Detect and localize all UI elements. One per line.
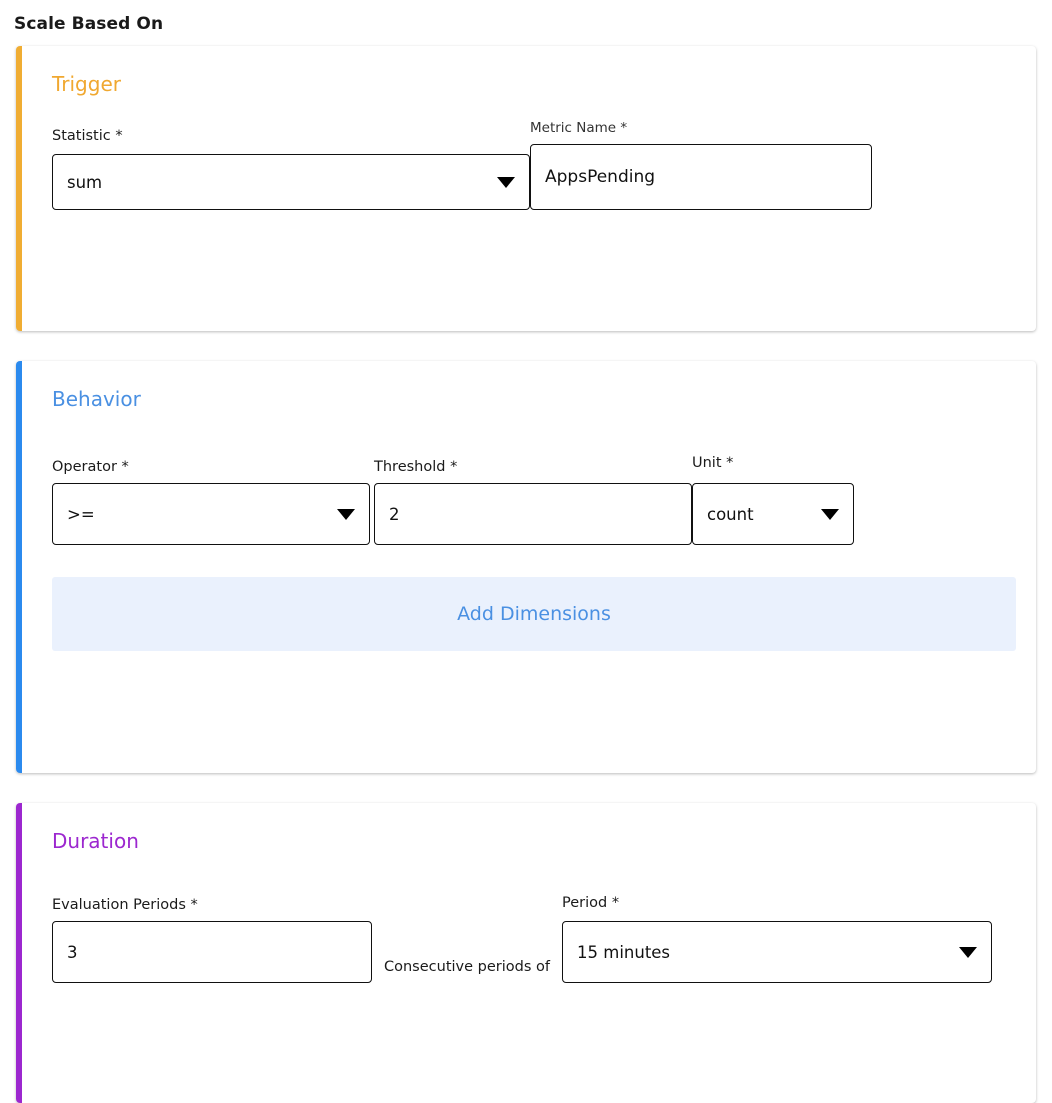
behavior-fields-row	[52, 455, 1016, 545]
unit-value: count	[707, 504, 754, 524]
operator-label: Operator *	[52, 459, 129, 475]
threshold-label: Threshold *	[374, 459, 458, 475]
statistic-select[interactable]	[52, 154, 530, 210]
threshold-field	[374, 459, 692, 545]
behavior-accent-bar	[16, 361, 22, 773]
chevron-down-icon[interactable]	[959, 947, 977, 958]
period-select[interactable]	[562, 921, 992, 983]
evaluation-periods-field	[52, 897, 372, 983]
trigger-accent-bar	[16, 46, 22, 331]
trigger-fields-row	[52, 120, 1016, 210]
unit-field	[692, 455, 854, 545]
duration-fields-row	[52, 895, 1016, 983]
behavior-card	[16, 361, 1036, 773]
threshold-input[interactable]	[374, 483, 692, 545]
statistic-value: sum	[67, 172, 103, 192]
trigger-card	[16, 46, 1036, 331]
metric-name-input[interactable]	[530, 144, 872, 210]
evaluation-periods-value: 3	[67, 942, 78, 962]
page-title: Scale Based On	[14, 14, 164, 34]
consecutive-periods-text: Consecutive periods of	[384, 959, 550, 976]
metric-name-label: Metric Name *	[530, 120, 628, 136]
duration-card	[16, 803, 1036, 1103]
add-dimensions-button[interactable]: Add Dimensions	[52, 577, 1016, 651]
chevron-down-icon[interactable]	[497, 177, 515, 188]
chevron-down-icon[interactable]	[337, 509, 355, 520]
chevron-down-icon[interactable]	[821, 509, 839, 520]
threshold-value: 2	[389, 504, 400, 524]
period-value: 15 minutes	[577, 942, 671, 962]
metric-name-value: AppsPending	[545, 167, 656, 187]
evaluation-periods-label: Evaluation Periods *	[52, 897, 198, 913]
operator-value: >=	[67, 504, 95, 524]
behavior-heading: Behavior	[52, 387, 141, 411]
duration-heading: Duration	[52, 829, 139, 853]
period-field	[562, 895, 992, 983]
evaluation-periods-input[interactable]	[52, 921, 372, 983]
unit-select[interactable]	[692, 483, 854, 545]
period-label: Period *	[562, 895, 620, 911]
metric-name-field	[530, 120, 872, 210]
unit-label: Unit *	[692, 455, 734, 471]
operator-select[interactable]	[52, 483, 370, 545]
trigger-heading: Trigger	[52, 72, 121, 96]
statistic-label: Statistic *	[52, 128, 123, 144]
operator-field	[52, 459, 370, 545]
statistic-field	[52, 128, 530, 210]
duration-accent-bar	[16, 803, 22, 1103]
